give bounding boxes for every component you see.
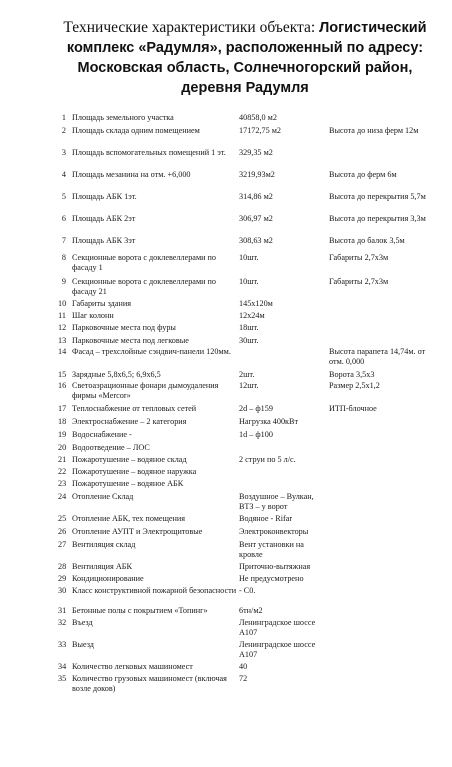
row-name: Вентиляция склад [72, 540, 136, 549]
row-name: Площадь АБК 3эт [72, 236, 136, 245]
row-name: Отопление Склад [72, 492, 134, 501]
row-value: Водяное - Rifar [239, 514, 293, 523]
row-name: Парковочные места под легковые [72, 336, 189, 345]
row-value: 308,63 м2 [239, 236, 273, 245]
row-name: Пожаротушение – водяное склад [72, 455, 187, 464]
row-name: Площадь вспомогательных помещений 1 эт. [72, 148, 226, 157]
row-name: Класс конструктивной пожарной безопасности [72, 586, 237, 595]
row-value: Не предусмотрено [239, 574, 304, 583]
row-name: Площадь земельного участка [72, 113, 174, 122]
row-note: Высота до перекрытия 3,3м [329, 214, 426, 223]
row-number: 17 [58, 404, 67, 413]
row-number: 19 [58, 430, 67, 439]
row-number: 16 [58, 381, 67, 390]
row-note: Высота парапета 14,74м. от отм. 0,000 [329, 347, 426, 366]
row-value: Вент установки на кровле [239, 540, 304, 559]
row-number: 29 [58, 574, 67, 583]
row-number: 3 [61, 148, 66, 157]
row-name: Пожаротушение – водяное наружка [72, 467, 197, 476]
row-name: Выезд [72, 640, 94, 649]
title-bold: Логистический комплекс «Радумля», расположенный по адресу: Московская область, Солнечногорский район, деревня Радумля [66, 20, 427, 96]
row-number: 12 [58, 323, 67, 332]
row-number: 33 [58, 640, 67, 649]
row-name: Вентиляция АБК [72, 562, 132, 571]
row-number: 18 [58, 417, 67, 426]
row-number: 2 [61, 126, 66, 135]
row-number: 27 [58, 540, 67, 549]
row-value: 17172,75 м2 [239, 126, 282, 135]
row-number: 14 [58, 347, 67, 356]
row-note: Размер 2,5х1,2 [329, 381, 380, 390]
row-value: 12шт. [239, 381, 259, 390]
row-number: 22 [58, 467, 67, 476]
row-name: Количество грузовых машиномест (включая возле доков) [72, 674, 227, 693]
row-value: 2 струи по 5 л/с. [239, 455, 296, 464]
row-name: Отопление АУПТ и Электрощитовые [72, 527, 203, 536]
row-number: 26 [58, 527, 67, 536]
row-number: 13 [58, 336, 67, 345]
row-number: 34 [58, 662, 67, 671]
row-value: Электроконвекторы [239, 527, 309, 536]
row-value: 10шт. [239, 253, 259, 262]
row-value: 18шт. [239, 323, 259, 332]
row-name: Парковочные места под фуры [72, 323, 176, 332]
row-number: 10 [58, 299, 67, 308]
row-name: Пожаротушение – водяное АБК [72, 479, 184, 488]
row-value: 1d – ф100 [239, 430, 273, 439]
row-value: Нагрузка 400кВт [239, 417, 299, 426]
row-number: 6 [61, 214, 66, 223]
row-number: 31 [58, 606, 67, 615]
row-name: Секционные ворота с доклевеллерами по фасаду 1 [72, 253, 217, 272]
row-number: 7 [61, 236, 66, 245]
row-name: Зарядные 5,8х6,5; 6,9х6,5 [72, 370, 161, 379]
row-name: Шаг колонн [72, 311, 114, 320]
title-lead: Технические характеристики объекта: [63, 19, 320, 36]
row-number: 15 [58, 370, 67, 379]
row-name: Площадь АБК 1эт. [72, 192, 137, 201]
row-note: Высота до перекрытия 5,7м [329, 192, 426, 201]
row-value: 329,35 м2 [239, 148, 273, 157]
row-note: Ворота 3,5х3 [329, 370, 375, 379]
row-number: 30 [58, 586, 67, 595]
row-value: 2шт. [239, 370, 255, 379]
row-note: Высота до ферм 6м [329, 170, 397, 179]
row-name: Бетонные полы с покрытием «Топинг» [72, 606, 208, 615]
row-name: Электроснабжение – 2 категория [72, 417, 187, 426]
row-value: 2d – ф159 [239, 404, 273, 413]
row-name: Фасад – трехслойные сэндвич-панели 120мм. [72, 347, 231, 356]
row-value: 12х24м [239, 311, 265, 320]
row-name: Количество легковых машиномест [72, 662, 193, 671]
row-value: 40 [239, 662, 248, 671]
row-note: ИТП-блочное [329, 404, 377, 413]
row-number: 24 [58, 492, 67, 501]
row-value: Ленинградское шоссе А107 [239, 618, 316, 637]
row-value: 3219,93м2 [239, 170, 275, 179]
row-value: 10шт. [239, 277, 259, 286]
row-note: Габариты 2,7х3м [329, 253, 389, 262]
row-name: Въезд [72, 618, 93, 627]
row-number: 9 [61, 277, 66, 286]
row-name: Площадь склада одним помещением [72, 126, 200, 135]
row-number: 25 [58, 514, 67, 523]
row-name: Теплоснабжение от тепловых сетей [72, 404, 197, 413]
row-name: Секционные ворота с доклевеллерами по фасаду 21 [72, 277, 217, 296]
row-value: 6тн/м2 [239, 606, 263, 615]
row-value: 314,86 м2 [239, 192, 273, 201]
row-name: Водоснабжение - [72, 430, 132, 439]
row-name: Кондиционирование [72, 574, 144, 583]
row-number: 35 [58, 674, 67, 683]
row-value: 72 [239, 674, 248, 683]
row-number: 1 [61, 113, 66, 122]
row-number: 21 [58, 455, 67, 464]
row-number: 23 [58, 479, 67, 488]
row-number: 20 [58, 443, 67, 452]
row-number: 4 [61, 170, 66, 179]
row-name: Водоотведение – ЛОС [72, 443, 150, 452]
row-number: 5 [61, 192, 66, 201]
row-value: 145х120м [239, 299, 273, 308]
row-value: 30шт. [239, 336, 259, 345]
row-number: 32 [58, 618, 67, 627]
row-name: Отопление АБК, тех помещения [72, 514, 186, 523]
row-number: 28 [58, 562, 67, 571]
row-name: Габариты здания [72, 299, 131, 308]
row-number: 11 [58, 311, 66, 320]
row-note: Высота до низа ферм 12м [329, 126, 419, 135]
row-value: Ленинградское шоссе А107 [239, 640, 316, 659]
row-value: 306,97 м2 [239, 214, 273, 223]
row-value: - С0. [239, 586, 256, 595]
row-note: Высота до балок 3,5м [329, 236, 405, 245]
row-value: Приточно-вытяжная [239, 562, 311, 571]
row-name: Площадь мезанина на отм. +6,000 [72, 170, 191, 179]
row-name: Площадь АБК 2эт [72, 214, 136, 223]
row-value: Воздушное – Вулкан, ВТЗ – у ворот [239, 492, 314, 511]
row-value: 40858,0 м2 [239, 113, 277, 122]
row-note: Габариты 2,7х3м [329, 277, 389, 286]
row-name: Светоаэрационные фонари дымоудаления фирмы «Mercor» [72, 381, 219, 400]
row-number: 8 [61, 253, 66, 262]
